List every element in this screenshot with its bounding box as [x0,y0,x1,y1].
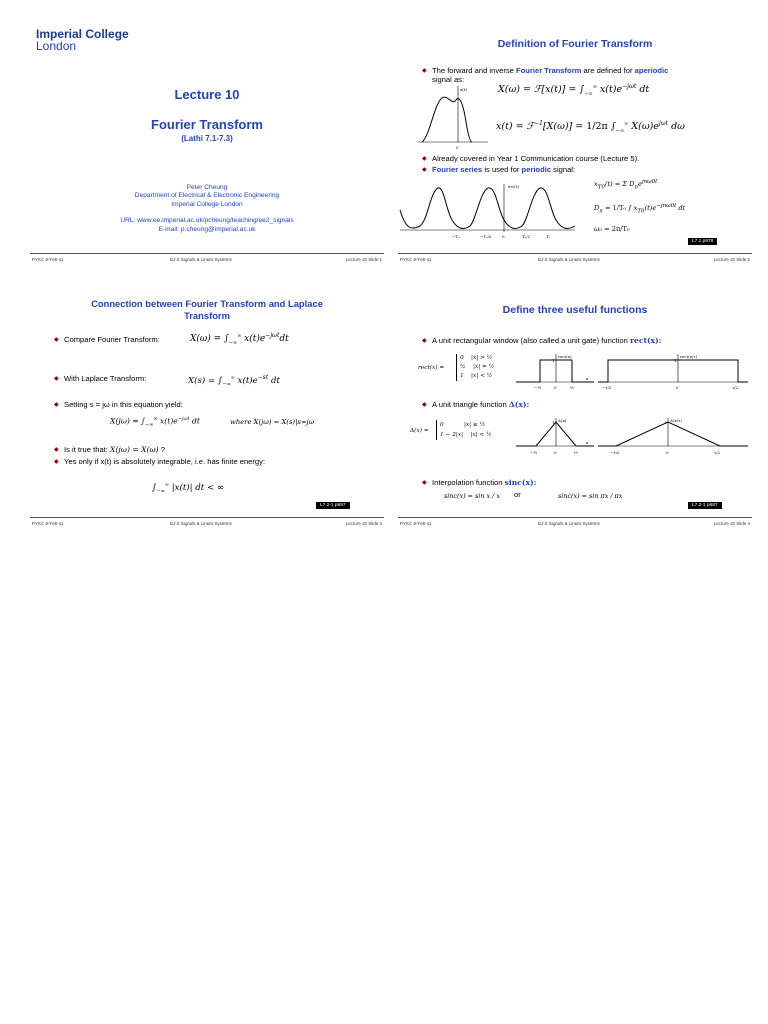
bullet-fourier-series: ◆ Fourier series is used for periodic signal: [432,165,732,174]
bullet-year1-course: ◆ Already covered in Year 1 Communication course (Lecture 5). [432,154,732,163]
bullet-is-it-true: ◆ Is it true that: X(jω) = X(ω) ? [64,445,165,454]
footer-slide-number: Lecture 10 Slide 4 [713,521,750,526]
slide-2 [398,28,752,260]
college-name: Imperial College London [171,200,243,208]
svg-text:Δ(x/τ): Δ(x/τ) [670,418,682,423]
svg-text:T₀/2: T₀/2 [522,234,531,239]
course-url[interactable]: URL: www.ee.imperial.ac.uk/pcheung/teaching/ee2_signals [120,217,294,225]
bullet-triangle-function: ◆ A unit triangle function Δ(x): [432,400,742,409]
textbook-reference: L7.2-1 p697 [316,502,350,509]
svg-text:−½: −½ [530,450,538,455]
footer-course: E2.5 Signals & Linear Systems [538,521,600,526]
laplace-transform-equation: $X(s) = \int_{-\infty}^\infty$ $x(t)e^{-st}$ dt [188,374,280,388]
svg-text:−½: −½ [534,385,542,390]
lecture-topic: Fourier Transform [151,117,263,132]
svg-text:T₀: T₀ [546,234,551,239]
bullet-absolutely-integrable: ◆ Yes only if x(t) is absolutely integrable, i.e. has finite energy: [64,457,374,466]
bullet-sinc-function: ◆ Interpolation function sinc(x): [432,478,742,487]
svg-text:1: 1 [552,420,555,425]
footer-date: PYKC 8-Feb-11 [400,521,432,526]
normalized-sinc-definition: sinc(x) = sin πx / πx [558,492,623,500]
svg-text:0: 0 [666,450,669,455]
svg-text:0: 0 [554,385,557,390]
svg-text:1: 1 [552,358,555,363]
svg-text:−τ/2: −τ/2 [610,450,620,455]
substitution-equation: $X(j\omega) = \int_{-\infty}^\infty$ $x(t)e^{-j\omega t}$ dt [110,416,200,429]
svg-text:1: 1 [674,358,677,363]
scaled-rect-plot [598,354,748,390]
slide-footer [30,517,384,527]
svg-text:τ/2: τ/2 [714,450,721,455]
footer-date: PYKC 8-Feb-11 [32,257,64,262]
svg-text:0: 0 [554,450,557,455]
svg-text:−T₀/2: −T₀/2 [480,234,492,239]
footer-date: PYKC 8-Feb-11 [32,521,64,526]
slide-4: Define three useful functions ◆ A unit rectangular window (also called a unit gate) function rect(x): rect(x) = 0 |x| > ½ ½ |x| = ½ 1 |x| < ½ rect(x) 1 −½ 0 ½ x rect(x/τ) 1 −τ/2 0 τ/2 ◆ A unit triangle function Δ(x): Δ(x) = 0 |x| ≥ ½ 1 − 2|x| |x| < ½ Δ(x) 1 −½ 0 ½ x Δ(x/τ) 1 −τ/2 0 τ/2 ◆ Interpolation function sinc(x): sinc(x) = sin x / x or sinc(x) = sin πx / πx L7.2-1 p687 PYKC 8-Feb-11 E2.5 Signals & Linear Systems Lecture 10 Slide 4 [398,292,752,524]
author-block [30,184,384,234]
fourier-transform-equation: $X(\omega) = \int_{-\infty}^\infty$ $x(t)e^{-j\omega t}dt$ [190,332,289,346]
bullet-rect-function: ◆ A unit rectangular window (also called a unit gate) function rect(x): [432,336,742,345]
reading-reference: (Lathi 7.1-7.3) [181,134,233,143]
svg-text:xT0(t): xT0(t) [508,184,519,189]
lecture-number: Lecture 10 [174,87,240,102]
bullet-laplace: ◆ With Laplace Transform: [64,374,146,383]
svg-text:0: 0 [456,145,459,150]
bullet-fourier-definition: ◆ The forward and inverse Fourier Transform are defined for aperiodic signal as: [432,66,732,84]
svg-text:τ/2: τ/2 [732,385,739,390]
svg-text:−τ/2: −τ/2 [602,385,612,390]
svg-text:rect(x/τ): rect(x/τ) [680,354,698,359]
footer-course: E2.5 Signals & Linear Systems [170,521,232,526]
svg-text:0: 0 [676,385,679,390]
footer-slide-number: Lecture 10 Slide 2 [713,257,750,262]
periodic-signal-plot [400,180,575,240]
slide-3 [30,292,384,524]
sinc-definition: sinc(x) = sin x / x [444,492,500,500]
footer-course: E2.5 Signals & Linear Systems [538,257,600,262]
finite-energy-equation: $\int_{-\infty}^\infty$ |x(t)| dt < ∞ [152,482,225,495]
footer-date: PYKC 8-Feb-11 [400,257,432,262]
svg-text:1: 1 [664,420,667,425]
svg-text:x: x [586,376,589,381]
fourier-series-equations: $x_{T0}(t) = \Sigma$ $D_ne^{jn\omega 0t}$ $D_n = 1/T_0$ ∫ $x_{T0}(t)e^{-jn\omega 0t}$ dt ω₀ = 2π/T₀ [594,179,686,233]
slide-footer [398,517,752,527]
slide-title: Definition of Fourier Transform [497,38,653,50]
or-connector: or [514,490,521,499]
forward-transform-equation: X(ω) = ℱ[x(t)] = $\int_{-\infty}^\infty$ $x(t)e^{-j\omega t}$ dt [498,83,650,98]
rect-plot [516,354,596,390]
svg-text:rect(x): rect(x) [558,354,572,359]
slide-footer [398,253,752,263]
footer-slide-number: Lecture 10 Slide 3 [345,521,382,526]
slide-footer [30,253,384,263]
svg-text:x(t): x(t) [460,87,467,92]
svg-text:x: x [586,440,589,445]
logo-line-2: London [36,39,77,53]
aperiodic-signal-plot [418,86,488,151]
email-address[interactable]: E-mail: p.cheung@imperial.ac.uk [158,225,256,233]
svg-text:½: ½ [570,385,574,390]
where-condition: where X(jω) = X(s)|s=jω [230,418,315,426]
footer-course: E2.5 Signals & Linear Systems [170,257,232,262]
logo-line-1: Imperial College [36,27,129,41]
svg-text:0: 0 [502,234,505,239]
inverse-transform-equation: x(t) = ℱ$^{-1}$[X(ω)] = 1/2π $\int_{-\infty}^\infty$ $X(\omega)e^{j\omega t}$ dω [496,120,685,135]
footer-slide-number: Lecture 10 Slide 1 [345,257,382,262]
svg-text:½: ½ [574,450,578,455]
slide-title: Define three useful functions [502,304,648,316]
textbook-reference: L7.2-1 p687 [688,502,722,509]
slide-1 [30,28,384,260]
svg-text:Δ(x): Δ(x) [558,418,567,423]
textbook-reference: L7.1 p678 [688,238,717,245]
bullet-setting-s: ◆ Setting s = jω in this equation yield: [64,400,183,409]
triangle-plot [516,416,596,456]
slide-title: Connection between Fourier Transform and Laplace Transform [91,298,323,321]
svg-text:−T₀: −T₀ [452,234,460,239]
scaled-triangle-plot [598,416,748,456]
department: Department of Electrical & Electronic Engineering [134,192,280,200]
bullet-compare-fourier: ◆ Compare Fourier Transform: [64,335,160,344]
college-logo [36,28,129,52]
author-name: Peter Cheung [186,184,228,191]
